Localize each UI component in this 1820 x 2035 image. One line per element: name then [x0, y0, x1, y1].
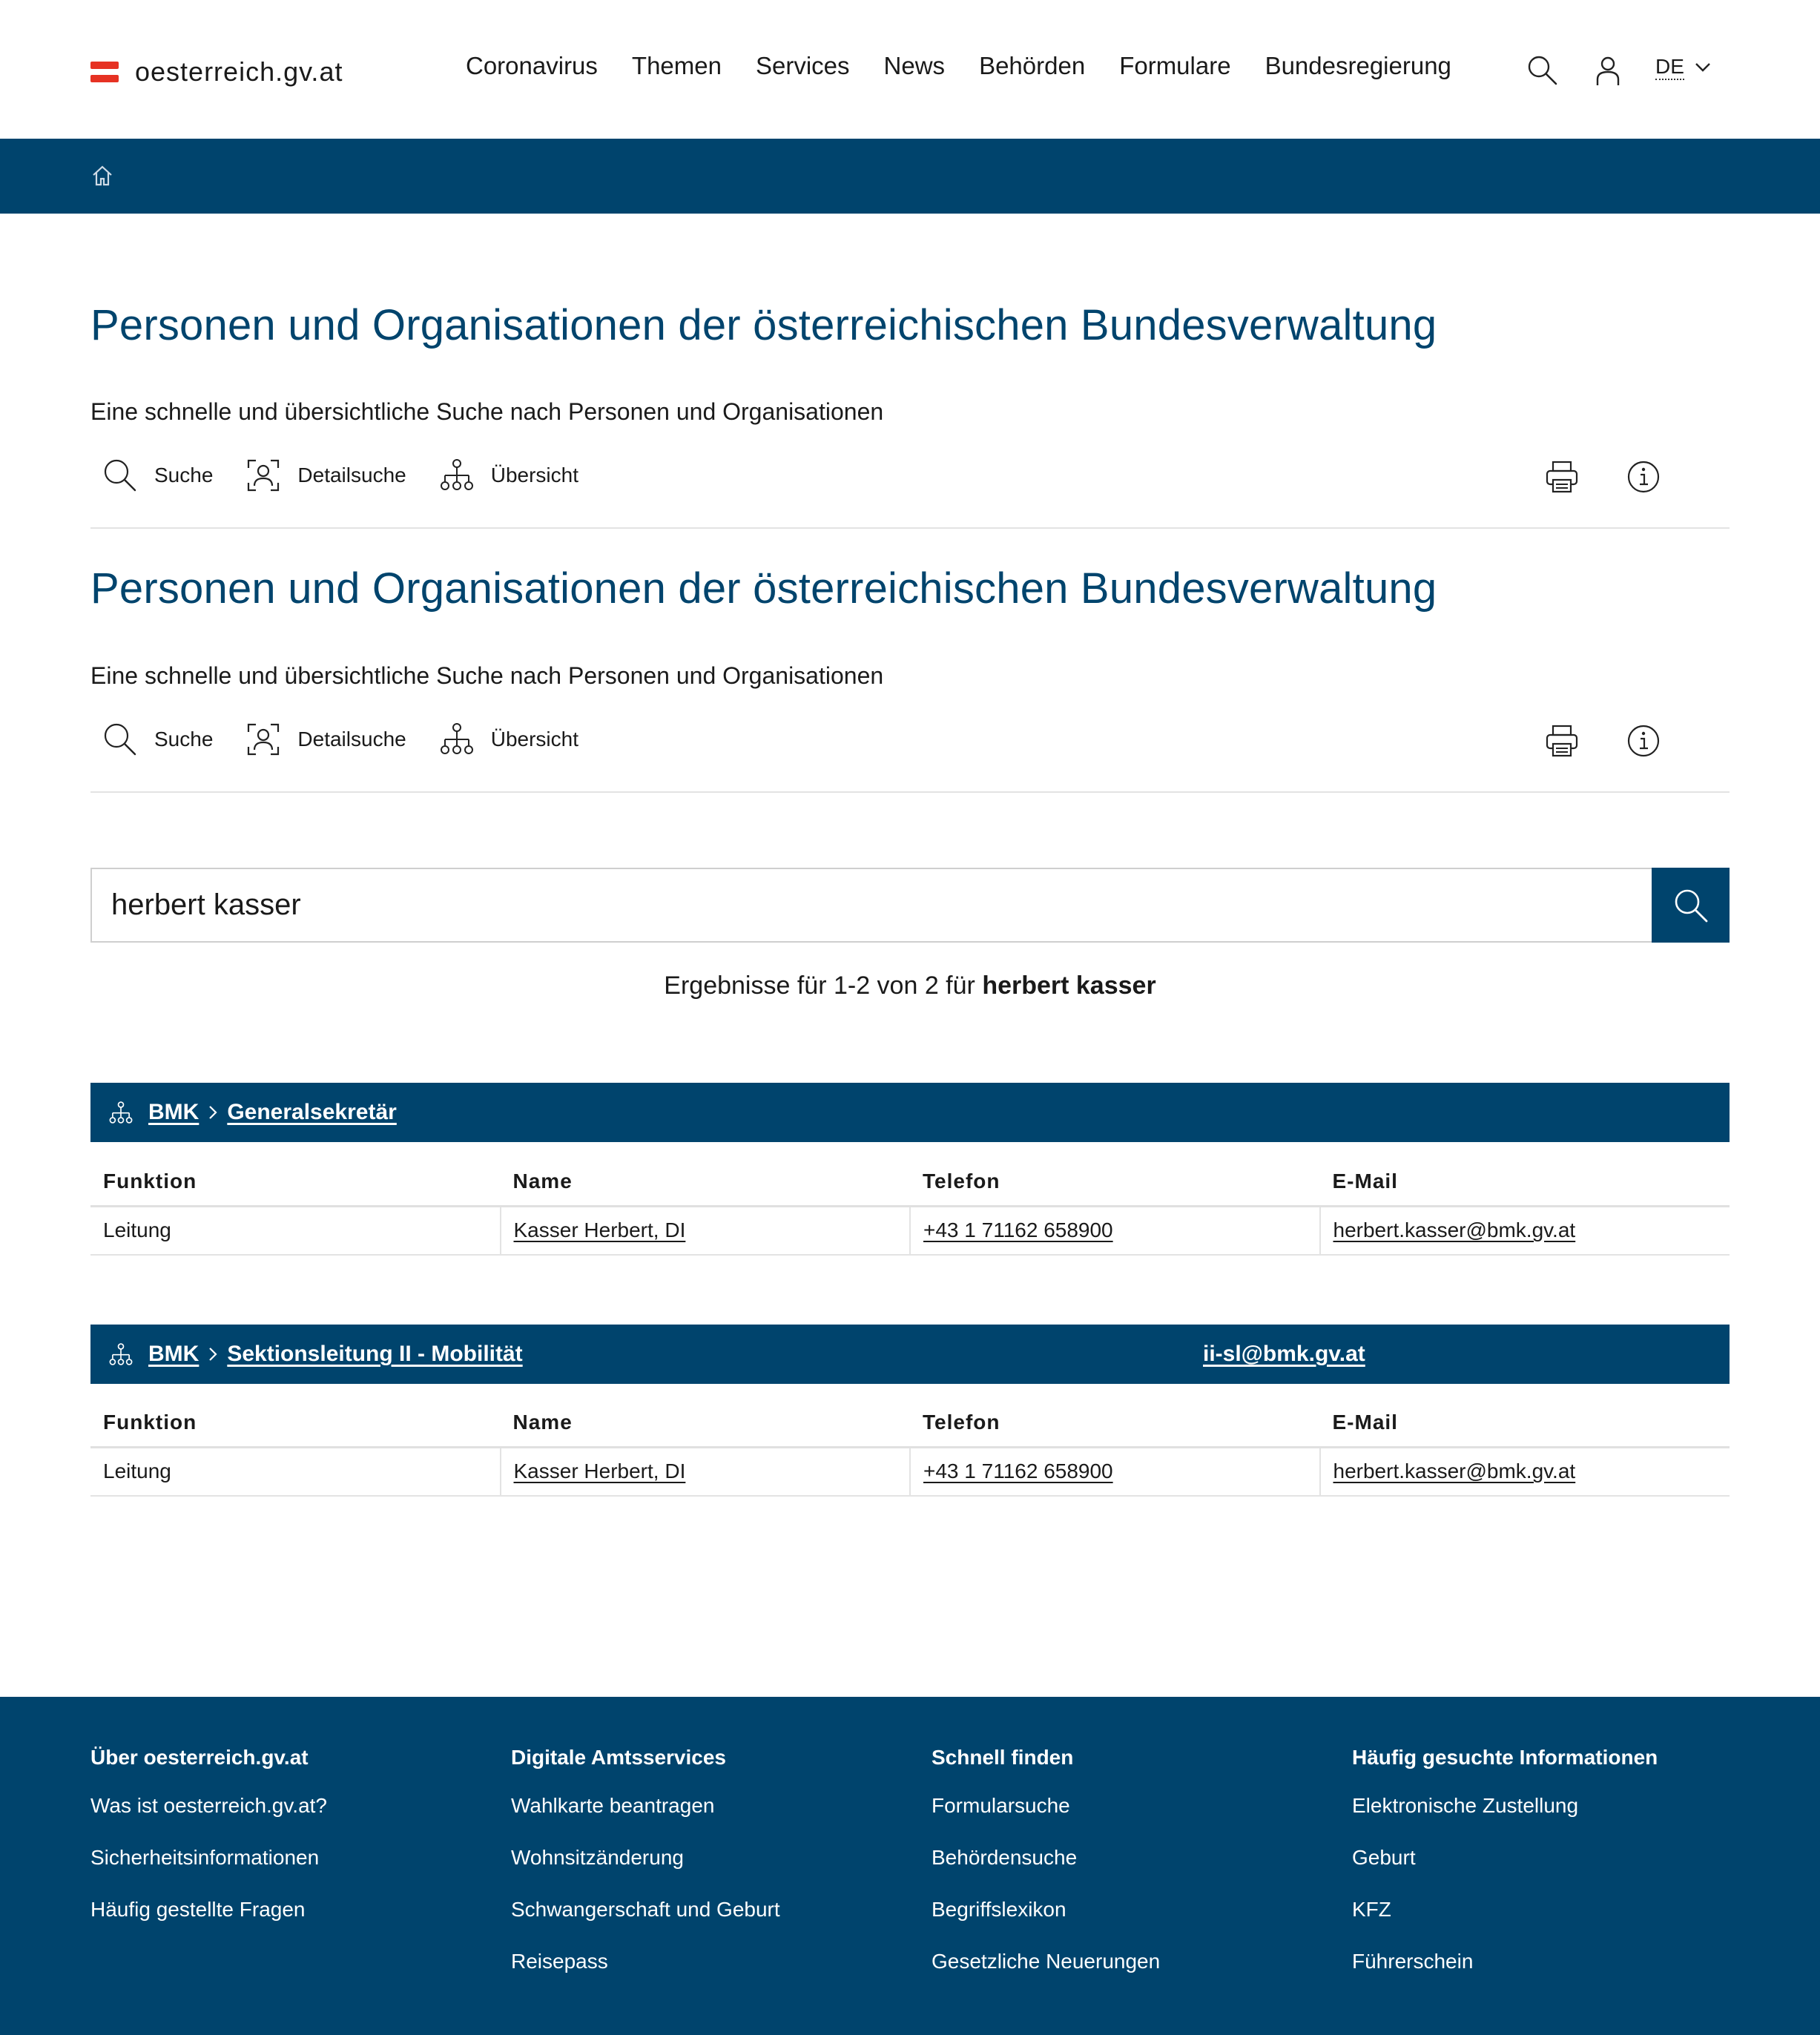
cell-telefon — [910, 1447, 1320, 1496]
intro-section-2 — [90, 564, 1730, 613]
nav-item-bundesregierung[interactable]: Bundesregierung — [1265, 52, 1451, 79]
column-header: Telefon — [910, 1405, 1320, 1447]
cell-name — [501, 1447, 911, 1496]
org-chart-icon — [439, 458, 475, 493]
footer-link[interactable]: Häufig gestellte Fragen — [90, 1898, 306, 1921]
tool-suche[interactable] — [90, 722, 213, 757]
email-link[interactable]: herbert.kasser@bmk.gv.at — [1333, 1460, 1576, 1483]
language-switcher[interactable] — [1655, 55, 1711, 80]
footer-column — [511, 1746, 780, 2001]
footer-column — [1352, 1746, 1658, 2001]
phone-link[interactable]: +43 1 71162 658900 — [923, 1460, 1113, 1483]
result-unit-link[interactable]: Generalsekretär — [227, 1100, 397, 1124]
main-navigation — [466, 52, 1451, 80]
footer-link[interactable]: Behördensuche — [932, 1846, 1078, 1869]
cell-funktion: Leitung — [90, 1447, 501, 1496]
toolbar-2 — [90, 722, 1730, 763]
phone-link[interactable]: +43 1 71162 658900 — [923, 1218, 1113, 1242]
search-icon — [102, 458, 138, 493]
footer-column-title: Digitale Amtsservices — [511, 1746, 726, 1769]
footer-link[interactable]: Sicherheitsinformationen — [90, 1846, 320, 1869]
result-org-link[interactable]: BMK — [148, 1100, 200, 1124]
footer-link[interactable]: Schwangerschaft und Geburt — [511, 1898, 780, 1921]
nav-item-formulare[interactable]: Formulare — [1119, 52, 1231, 79]
chevron-right-icon — [208, 1346, 218, 1362]
footer-link[interactable]: Gesetzliche Neuerungen — [932, 1950, 1161, 1973]
site-logo[interactable] — [90, 56, 343, 88]
austria-flag-icon — [90, 62, 119, 82]
result-count — [0, 972, 1820, 1000]
detail-search-icon — [245, 458, 281, 493]
tool-detailsuche-label: Detailsuche — [297, 728, 406, 751]
footer-column — [932, 1746, 1160, 2001]
page-title-duplicate: Personen und Organisationen der österreichischen Bundesverwaltung — [90, 564, 1437, 613]
result-header-1 — [90, 1083, 1730, 1142]
org-chart-icon — [108, 1101, 133, 1124]
footer-link[interactable]: Reisepass — [511, 1950, 608, 1973]
person-link[interactable]: Kasser Herbert, DI — [513, 1218, 686, 1242]
result-count-term: herbert kasser — [982, 972, 1156, 1000]
footer-link[interactable]: Führerschein — [1352, 1950, 1474, 1973]
result-count-prefix: Ergebnisse für 1-2 von 2 für — [664, 972, 975, 1000]
search-button[interactable] — [1652, 868, 1730, 943]
tool-uebersicht-label: Übersicht — [490, 464, 578, 487]
site-name: oesterreich.gv.at — [135, 56, 343, 87]
table-row — [90, 1447, 1730, 1496]
chevron-right-icon — [208, 1104, 218, 1121]
intro-lead-wrap-2 — [90, 662, 1730, 690]
nav-item-services[interactable]: Services — [755, 52, 850, 79]
search-icon[interactable] — [1526, 54, 1559, 87]
footer-column-title: Über oesterreich.gv.at — [90, 1746, 309, 1769]
footer-column — [90, 1746, 327, 1949]
print-icon[interactable] — [1544, 723, 1580, 759]
result-table-1 — [90, 1164, 1730, 1256]
divider — [90, 527, 1730, 529]
search-icon — [102, 722, 138, 757]
cell-telefon — [910, 1206, 1320, 1255]
column-header: Funktion — [90, 1164, 501, 1206]
language-code: DE — [1655, 55, 1684, 80]
nav-item-themen[interactable]: Themen — [631, 52, 722, 79]
tool-uebersicht-label: Übersicht — [490, 728, 578, 751]
tool-suche[interactable] — [90, 458, 213, 493]
search-input-value: herbert kasser — [111, 888, 301, 921]
nav-item-news[interactable]: News — [883, 52, 946, 79]
org-chart-icon — [439, 722, 475, 757]
footer-link[interactable]: KFZ — [1352, 1898, 1391, 1921]
tool-detailsuche[interactable] — [245, 458, 406, 493]
nav-item-coronavirus[interactable]: Coronavirus — [466, 52, 598, 79]
divider — [90, 791, 1730, 793]
detail-search-icon — [245, 722, 281, 757]
tool-suche-label: Suche — [154, 728, 214, 751]
search-input[interactable] — [90, 868, 1652, 943]
info-icon[interactable] — [1626, 723, 1661, 759]
result-unit-link[interactable]: Sektionsleitung II - Mobilität — [227, 1342, 523, 1366]
cell-funktion: Leitung — [90, 1206, 501, 1255]
column-header: E-Mail — [1320, 1405, 1730, 1447]
page-lead: Eine schnelle und übersichtliche Suche nach Personen und Organisationen — [90, 398, 884, 425]
site-footer — [0, 1697, 1820, 2035]
email-link[interactable]: herbert.kasser@bmk.gv.at — [1333, 1218, 1576, 1242]
cell-email — [1320, 1206, 1730, 1255]
footer-link[interactable]: Formularsuche — [932, 1794, 1070, 1817]
footer-link[interactable]: Geburt — [1352, 1846, 1416, 1869]
toolbar-1 — [90, 458, 1730, 499]
home-icon[interactable] — [90, 164, 114, 188]
footer-link[interactable]: Was ist oesterreich.gv.at? — [90, 1794, 328, 1817]
nav-item-behoerden[interactable]: Behörden — [979, 52, 1086, 79]
result-org-link[interactable]: BMK — [148, 1342, 200, 1366]
footer-column-title: Schnell finden — [932, 1746, 1074, 1769]
breadcrumb — [0, 139, 1820, 214]
print-icon[interactable] — [1544, 459, 1580, 495]
tool-uebersicht[interactable] — [439, 722, 578, 757]
unit-email-link[interactable]: ii-sl@bmk.gv.at — [1203, 1342, 1365, 1366]
cell-name — [501, 1206, 911, 1255]
footer-link[interactable]: Elektronische Zustellung — [1352, 1794, 1579, 1817]
column-header: Telefon — [910, 1164, 1320, 1206]
result-table-2 — [90, 1405, 1730, 1497]
tool-detailsuche[interactable] — [245, 722, 406, 757]
page-title: Personen und Organisationen der österreichischen Bundesverwaltung — [90, 301, 1437, 349]
person-link[interactable]: Kasser Herbert, DI — [513, 1460, 686, 1483]
intro-section-1 — [90, 300, 1730, 350]
tool-suche-label: Suche — [154, 464, 214, 487]
table-row — [90, 1206, 1730, 1255]
search-icon — [1672, 887, 1709, 924]
tool-uebersicht[interactable] — [439, 458, 578, 493]
info-icon[interactable] — [1626, 459, 1661, 495]
column-header: Funktion — [90, 1405, 501, 1447]
column-header: E-Mail — [1320, 1164, 1730, 1206]
tool-detailsuche-label: Detailsuche — [297, 464, 406, 487]
user-icon[interactable] — [1592, 54, 1624, 87]
page-lead-duplicate: Eine schnelle und übersichtliche Suche nach Personen und Organisationen — [90, 662, 884, 689]
footer-column-title: Häufig gesuchte Informationen — [1352, 1746, 1658, 1769]
footer-link[interactable]: Wohnsitzänderung — [511, 1846, 684, 1869]
column-header: Name — [501, 1405, 911, 1447]
intro-lead-wrap-1 — [90, 398, 1730, 426]
column-header: Name — [501, 1164, 911, 1206]
site-header — [0, 0, 1820, 139]
footer-link[interactable]: Wahlkarte beantragen — [511, 1794, 715, 1817]
cell-email — [1320, 1447, 1730, 1496]
org-chart-icon — [108, 1342, 133, 1366]
footer-link[interactable]: Begriffslexikon — [932, 1898, 1066, 1921]
result-header-2 — [90, 1325, 1730, 1384]
chevron-down-icon — [1695, 62, 1711, 73]
